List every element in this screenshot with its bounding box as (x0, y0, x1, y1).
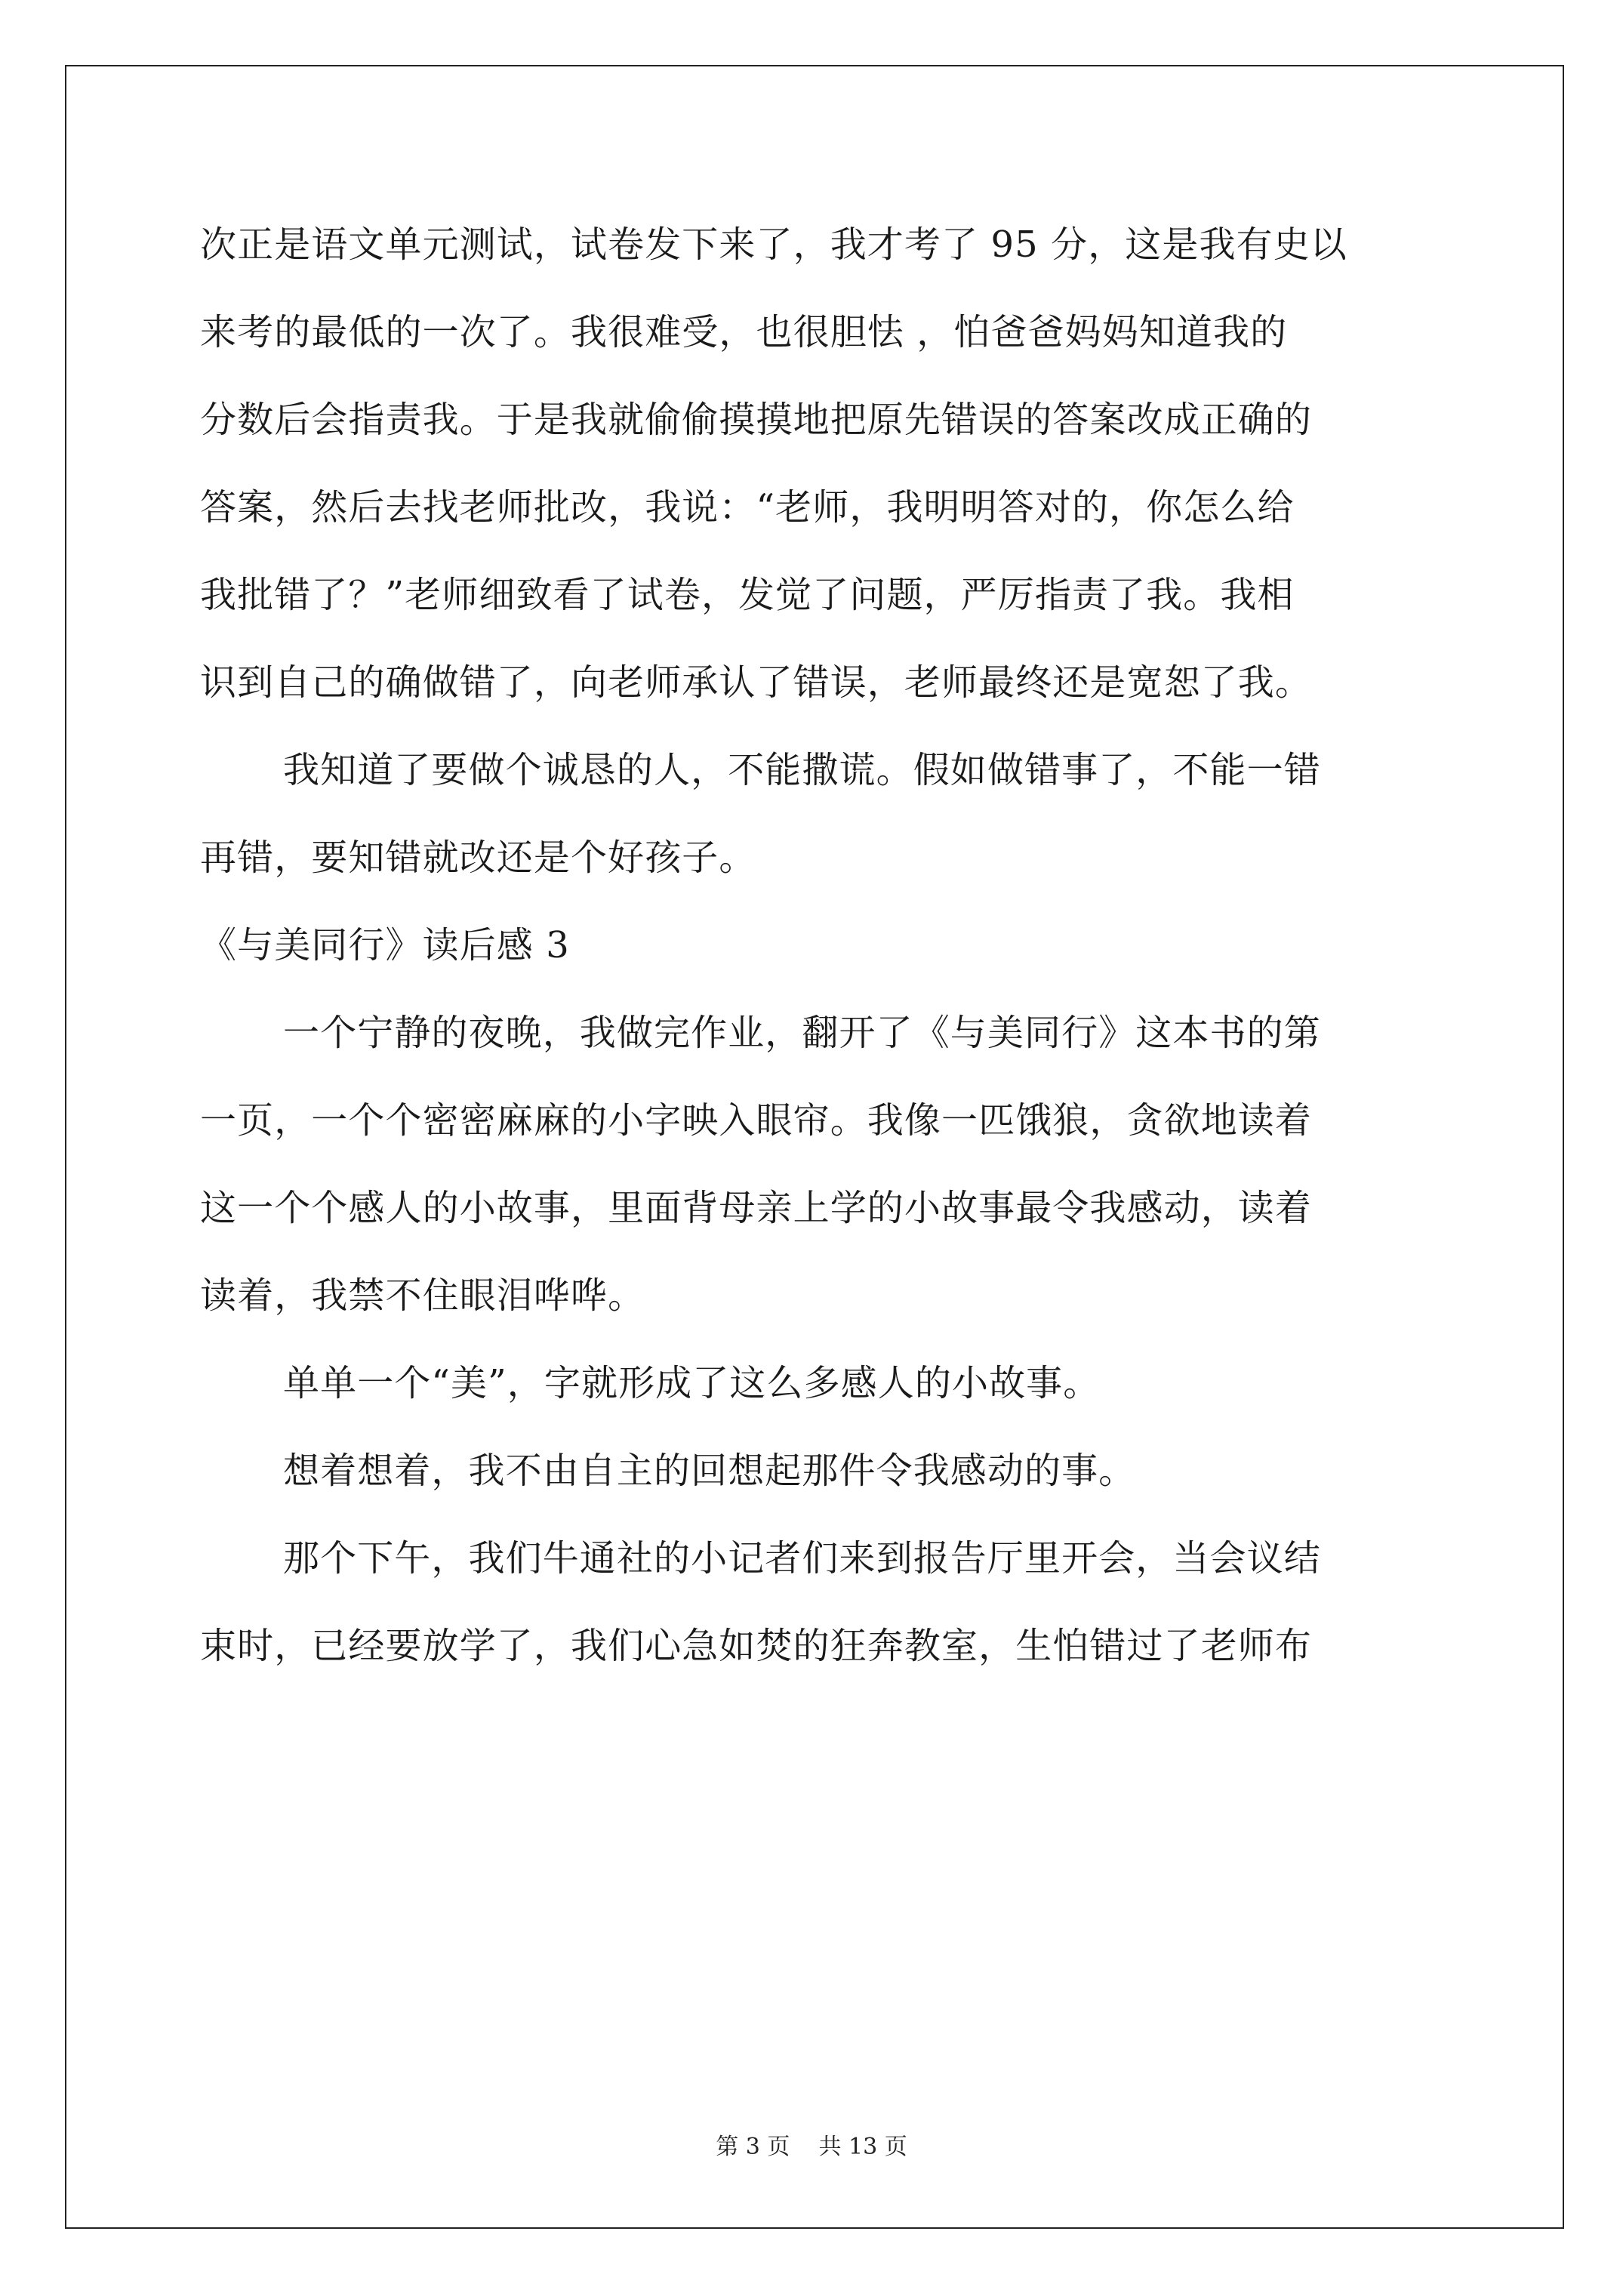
paragraph-first-line: 想着想着，我不由自主的回想起那件令我感动的事。 (283, 1450, 1136, 1492)
text-line: 来考的最低的一次了。我很难受，也很胆怯 ，怕爸爸妈妈知道我的 (200, 311, 1288, 353)
paragraph-first-line: 一个宁静的夜晚，我做完作业，翻开了《与美同行》这本书的第 (283, 1012, 1321, 1054)
paragraph-first-line: 单单一个“美”，字就形成了这么多感人的小故事。 (283, 1362, 1101, 1404)
text-line: 这一个个感人的小故事，里面背母亲上学的小故事最令我感动，读着 (200, 1187, 1313, 1229)
text-line: 一页，一个个密密麻麻的小字映入眼帘。我像一匹饿狼，贪欲地读着 (200, 1099, 1313, 1142)
paragraph-first-line: 我知道了要做个诚恳的人，不能撒谎。假如做错事了，不能一错 (283, 749, 1321, 791)
text-line: 分数后会指责我。于是我就偷偷摸摸地把原先错误的答案改成正确的 (200, 399, 1313, 441)
section-heading: 《与美同行》读后感 3 (200, 924, 570, 966)
text-line: 我批错了？”老师细致看了试卷，发觉了问题，严厉指责了我。我相 (200, 574, 1295, 616)
page-number: 第 3 页 共 13 页 (716, 2134, 907, 2160)
text-line: 识到自己的确做错了，向老师承认了错误，老师最终还是宽恕了我。 (200, 661, 1313, 704)
text-line: 答案，然后去找老师批改，我说：“老师，我明明答对的，你怎么给 (200, 486, 1295, 529)
text-line: 束时，已经要放学了，我们心急如焚的狂奔教室，生怕错过了老师布 (200, 1625, 1313, 1667)
text-line: 再错，要知错就改还是个好孩子。 (200, 837, 756, 879)
paragraph-first-line: 那个下午，我们牛通社的小记者们来到报告厅里开会，当会议结 (283, 1537, 1321, 1579)
text-line: 读着，我禁不住眼泪哗哗。 (200, 1274, 645, 1317)
text-line: 次正是语文单元测试，试卷发下来了，我才考了 95 分，这是我有史以 (200, 223, 1347, 266)
